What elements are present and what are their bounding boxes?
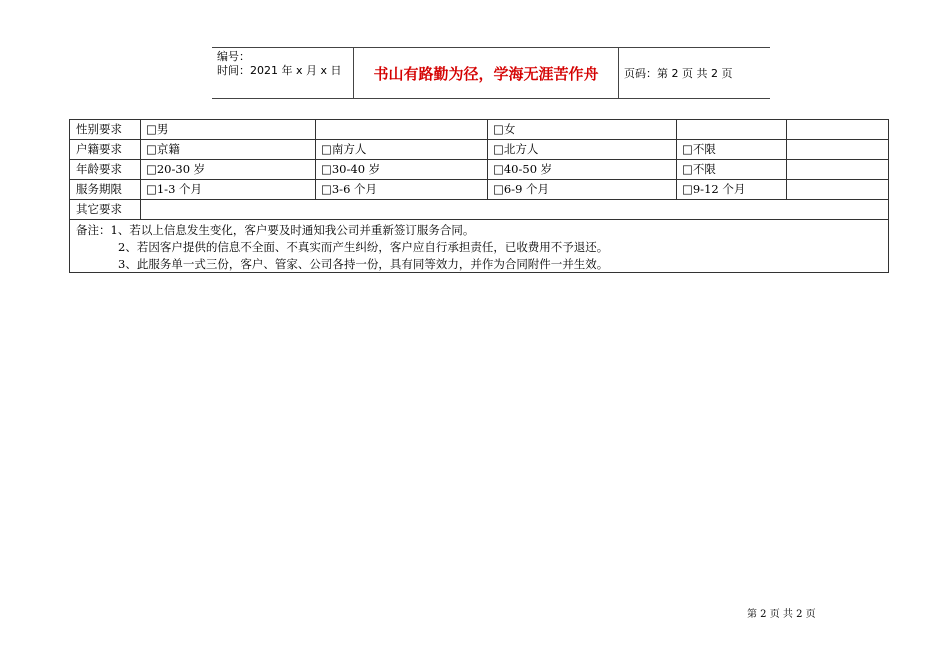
row-label: 服务期限: [70, 180, 141, 199]
requirements-table: [69, 119, 889, 273]
note-line: 备注：1、若以上信息发生变化，客户要及时通知我公司并重新签订服务合同。: [76, 223, 475, 237]
option-cell: [787, 160, 888, 179]
notes-section: [70, 220, 888, 273]
note-line: 3、此服务单一式三份，客户、管家、公司各持一份，具有同等效力，并作为合同附件一并生效。: [118, 257, 609, 271]
table-row: [70, 160, 888, 180]
option-cell[interactable]: □京籍: [141, 140, 316, 159]
option-cell: [677, 120, 787, 139]
row-label: 其它要求: [70, 200, 141, 219]
option-cell[interactable]: □20-30 岁: [141, 160, 316, 179]
table-row: [70, 180, 888, 200]
option-cell[interactable]: □男: [141, 120, 316, 139]
option-cell[interactable]: □3-6 个月: [316, 180, 488, 199]
option-cell[interactable]: □女: [488, 120, 677, 139]
option-cell[interactable]: □9-12 个月: [677, 180, 787, 199]
option-cell[interactable]: □1-3 个月: [141, 180, 316, 199]
option-cell: [316, 120, 488, 139]
header-info: [212, 48, 354, 98]
time-label: 时间：2021 年 x 月 x 日: [217, 64, 342, 77]
option-cell: [787, 120, 888, 139]
option-cell[interactable]: □不限: [677, 160, 787, 179]
option-cell[interactable]: □30-40 岁: [316, 160, 488, 179]
other-requirements-field[interactable]: [141, 200, 888, 219]
option-cell[interactable]: □北方人: [488, 140, 677, 159]
row-label: 性别要求: [70, 120, 141, 139]
table-row: [70, 120, 888, 140]
table-row: [70, 140, 888, 160]
row-label: 户籍要求: [70, 140, 141, 159]
number-label: 编号：: [217, 50, 250, 63]
page-footer: 第 2 页 共 2 页: [747, 609, 816, 620]
option-cell[interactable]: □40-50 岁: [488, 160, 677, 179]
option-cell: [787, 180, 888, 199]
option-cell[interactable]: □不限: [677, 140, 787, 159]
page-header: [212, 47, 770, 99]
option-cell[interactable]: □6-9 个月: [488, 180, 677, 199]
table-row-other: [70, 200, 888, 220]
header-motto: 书山有路勤为径，学海无涯苦作舟: [354, 48, 619, 98]
option-cell: [787, 140, 888, 159]
header-page-label: 页码：第 2 页 共 2 页: [624, 67, 733, 80]
option-cell[interactable]: □南方人: [316, 140, 488, 159]
note-line: 2、若因客户提供的信息不全面、不真实而产生纠纷，客户应自行承担责任，已收费用不予退还。: [118, 240, 609, 254]
row-label: 年龄要求: [70, 160, 141, 179]
